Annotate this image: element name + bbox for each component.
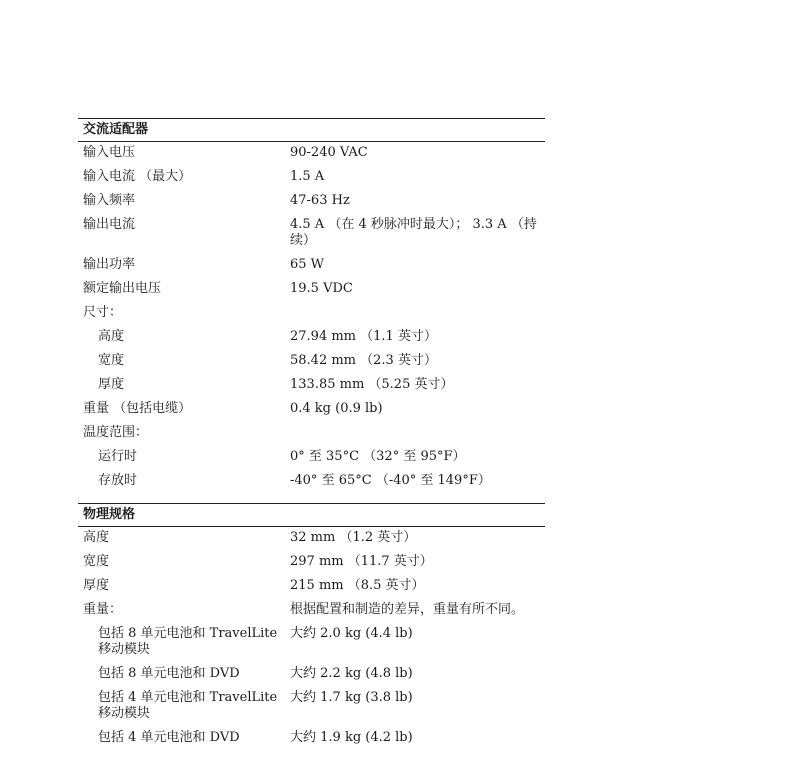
spec-value: 大约 1.9 kg (4.2 lb): [290, 730, 413, 745]
spec-row-adapter-width: [78, 353, 545, 369]
spec-row-input-voltage: [78, 145, 545, 161]
spec-value: 根据配置和制造的差异，重量有所不同。: [290, 602, 525, 617]
spec-value: 32 mm （1.2 英寸）: [290, 530, 417, 545]
spec-row-adapter-weight: [78, 401, 545, 417]
spec-value: 0.4 kg (0.9 lb): [290, 401, 383, 416]
spec-label: 高度: [83, 530, 110, 545]
spec-value: 297 mm （11.7 英寸）: [290, 554, 433, 569]
spec-value: 0° 至 35°C （32° 至 95°F）: [290, 449, 466, 464]
spec-row-depth: [78, 578, 545, 594]
spec-row-storage-temp: [78, 473, 545, 489]
spec-value: [290, 425, 545, 441]
spec-label: 输入频率: [83, 193, 136, 208]
spec-document: [78, 118, 545, 746]
spec-value: -40° 至 65°C （-40° 至 149°F）: [290, 473, 491, 488]
spec-row-output-current: [78, 217, 545, 249]
spec-label: 输入电流 （最大）: [83, 169, 192, 184]
spec-label: 输出功率: [83, 257, 136, 272]
spec-label: 重量 （包括电缆）: [83, 401, 192, 416]
spec-label: 包括 4 单元电池和 DVD: [98, 730, 240, 745]
spec-value: 1.5 A: [290, 169, 325, 184]
spec-row-dimensions-heading: [78, 305, 545, 321]
spec-label: 宽度: [83, 554, 110, 569]
spec-label: 包括 4 单元电池和 TravelLite 移动模块: [98, 690, 278, 721]
spec-value: 58.42 mm （2.3 英寸）: [290, 353, 437, 368]
spec-value: 大约 2.0 kg (4.4 lb): [290, 626, 413, 641]
section-title-ac-adapter: 交流适配器: [78, 118, 545, 142]
spec-row-adapter-height: [78, 329, 545, 345]
spec-value: 215 mm （8.5 英寸）: [290, 578, 425, 593]
spec-row-operating-temp: [78, 449, 545, 465]
spec-label: 宽度: [98, 353, 125, 368]
spec-value: 47-63 Hz: [290, 193, 350, 208]
spec-row-height: [78, 530, 545, 546]
spec-label: 输入电压: [83, 145, 136, 160]
spec-label: 尺寸：: [83, 305, 123, 320]
spec-value: [290, 305, 545, 321]
spec-label: 重量：: [83, 602, 123, 617]
spec-label: 包括 8 单元电池和 TravelLite 移动模块: [98, 626, 278, 657]
spec-row-weight-8cell-dvd: [78, 666, 545, 682]
spec-row-temperature-heading: [78, 425, 545, 441]
spec-row-input-current: [78, 169, 545, 185]
spec-label: 存放时: [98, 473, 138, 488]
spec-value: 90-240 VAC: [290, 145, 368, 160]
spec-label: 厚度: [83, 578, 110, 593]
spec-row-rated-output-voltage: [78, 281, 545, 297]
spec-value: 4.5 A （在 4 秒脉冲时最大）； 3.3 A （持续）: [290, 217, 537, 248]
section-title-physical: 物理规格: [78, 503, 545, 527]
spec-row-width: [78, 554, 545, 570]
spec-value: 133.85 mm （5.25 英寸）: [290, 377, 454, 392]
spec-row-output-power: [78, 257, 545, 273]
spec-label: 额定输出电压: [83, 281, 162, 296]
spec-label: 温度范围：: [83, 425, 149, 440]
spec-label: 运行时: [98, 449, 138, 464]
spec-label: 输出电流: [83, 217, 136, 232]
spec-row-adapter-depth: [78, 377, 545, 393]
spec-label: 高度: [98, 329, 125, 344]
spec-value: 大约 2.2 kg (4.8 lb): [290, 666, 413, 681]
spec-value: 19.5 VDC: [290, 281, 353, 296]
spec-row-input-frequency: [78, 193, 545, 209]
spec-row-weight-8cell-travellite: [78, 626, 545, 658]
spec-label: 包括 8 单元电池和 DVD: [98, 666, 240, 681]
spec-value: 大约 1.7 kg (3.8 lb): [290, 690, 413, 705]
spec-label: 厚度: [98, 377, 125, 392]
spec-row-weight-heading: [78, 602, 545, 618]
spec-row-weight-4cell-dvd: [78, 730, 545, 746]
spec-value: 65 W: [290, 257, 325, 272]
spec-value: 27.94 mm （1.1 英寸）: [290, 329, 437, 344]
spec-row-weight-4cell-travellite: [78, 690, 545, 722]
